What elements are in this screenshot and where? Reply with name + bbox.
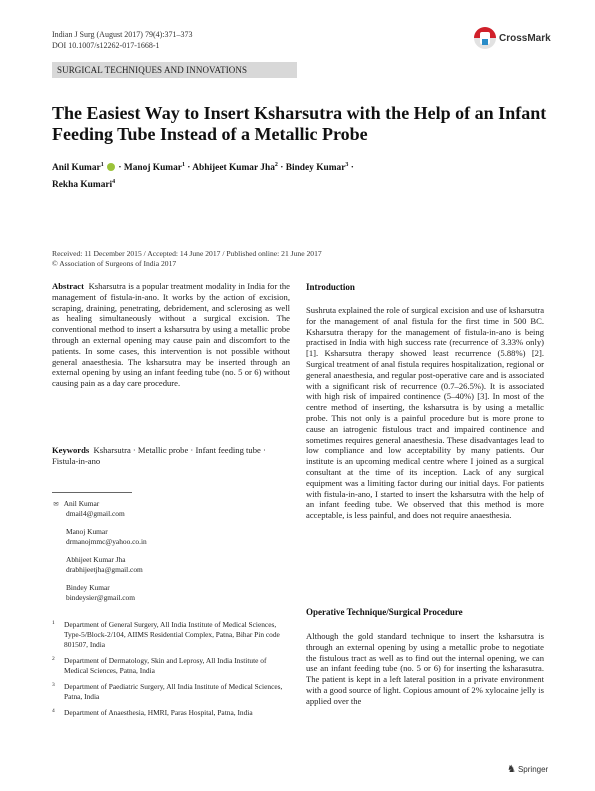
author-affil-ref: 2 (274, 162, 278, 168)
author-name[interactable]: Abhijeet Kumar Jha (192, 163, 275, 174)
crossmark-icon (474, 27, 496, 49)
author-affil-ref: 1 (100, 162, 104, 168)
affiliation-item (52, 682, 292, 702)
author-separator: · (348, 163, 354, 174)
affiliation-text: Department of Paediatric Surgery, All India Institute of Medical Sciences, Patna, India (64, 682, 283, 701)
contact-entry (66, 583, 147, 603)
affiliation-item (52, 620, 292, 650)
crossmark-badge[interactable] (474, 27, 551, 49)
author-name[interactable]: Anil Kumar (52, 163, 101, 174)
author-list (52, 158, 552, 192)
contact-entry (53, 499, 147, 519)
affiliation-list (52, 620, 292, 724)
author-affil-ref: 3 (345, 162, 349, 168)
publisher-name: Springer (517, 765, 549, 774)
keywords-label: Keywords (52, 445, 90, 455)
affiliation-item (52, 708, 292, 718)
contact-email[interactable]: dmail4@gmail.com (66, 509, 125, 518)
contact-name: Manoj Kumar (66, 527, 108, 536)
abstract-label: Abstract (52, 281, 84, 291)
affiliation-number: 2 (52, 656, 55, 662)
section-banner: SURGICAL TECHNIQUES AND INNOVATIONS (52, 62, 297, 78)
affiliation-text: Department of General Surgery, All India Institute of Medical Sciences, Type-5/Block-2/104, AIIMS Residential Complex, Patna, Bihar Pin code 801507, India (64, 620, 280, 649)
contact-email[interactable]: drmanojmmc@yahoo.co.in (66, 537, 147, 546)
journal-citation: Indian J Surg (August 2017) 79(4):371–373 (52, 30, 193, 39)
contact-name: Abhijeet Kumar Jha (66, 555, 126, 564)
author-name[interactable]: Bindey Kumar (285, 163, 346, 174)
author-separator: · (277, 163, 286, 174)
affiliation-number: 3 (52, 682, 55, 688)
introduction-heading: Introduction (306, 282, 355, 292)
author-name[interactable]: Manoj Kumar (123, 163, 182, 174)
contact-name: Anil Kumar (63, 499, 100, 508)
author-name[interactable]: Rekha Kumari (52, 180, 113, 191)
affiliation-text: Department of Dermatology, Skin and Leprosy, All India Institute of Medical Sciences, Patna, India (64, 656, 267, 675)
keywords (52, 445, 290, 467)
orcid-icon[interactable] (107, 163, 115, 171)
author-affil-ref: 4 (112, 179, 116, 186)
operative-heading: Operative Technique/Surgical Procedure (306, 607, 463, 617)
copyright-line: © Association of Surgeons of India 2017 (52, 259, 177, 268)
author-separator: · (184, 163, 193, 174)
affiliation-item (52, 656, 292, 676)
springer-logo[interactable] (507, 764, 548, 775)
affiliation-text: Department of Anaesthesia, HMRI, Paras Hospital, Patna, India (64, 708, 253, 717)
abstract (52, 281, 290, 389)
contact-entry (66, 555, 147, 575)
operative-text: Although the gold standard technique to insert the ksharsutra is through an external opening by using a metallic probe to negotiate the fistulous tract as well as to find out the internal opening, we can use an infant feeding tube (no. 5 or 6) for inserting the ksharasutra. The patient is kept in a left lateral position in a private environment with a good source of light. Copious amount of 2% xylocaine jelly is applied over the (306, 631, 544, 706)
keywords-text: Ksharsutra · Metallic probe · Infant feeding tube · Fistula-in-ano (52, 445, 266, 466)
introduction-text: Sushruta explained the role of surgical excision and use of ksharsutra for the management of anal fistula for the first time in 500 BC. Ksharsutra therapy for the management of fistula-in-ano is being practised in India with high success rate (recurrence of 3.33% only) [1]. Ksharsutra therapy showed least recurrence (5.88%) [2]. Surgical treatment of anal fistula requires hospitalization, regional or general anaesthesia, and regular post-operative care and is associated with a significant risk of recurrence (0.7–26.5%). It is associated with high risk of impaired continence (5–40%) [3]. In most of the centre method of inserting, the ksharsutra is by using a metallic probe. This not only is a painful procedure but is more prone to cause an iatrogenic fistulous tract and impaired continence and sometimes requires general anaesthesia. These disadvantages lead to low compliance and low acceptability by many patients. Our institute is an upcoming medical centre where I joined as a surgical consultant at the time of its inception. Lack of any surgical equipment was a limiting factor during our initial days. For patients with fistula-in-ano, I started to insert the ksharsutra with the help of an infant feeding tube. We observed that this method is more acceptable, is less painful, and does not require anaesthesia. (306, 305, 545, 521)
affiliation-number: 1 (52, 620, 55, 626)
contact-list (52, 499, 147, 603)
footnote-divider (52, 492, 132, 493)
publication-dates: Received: 11 December 2015 / Accepted: 14 June 2017 / Published online: 21 June 2017 (52, 249, 322, 258)
crossmark-label: CrossMark (499, 32, 551, 44)
author-affil-ref: 1 (181, 162, 185, 168)
contact-name: Bindey Kumar (66, 583, 110, 592)
envelope-icon: ✉ (53, 500, 59, 508)
article-title: The Easiest Way to Insert Ksharsutra with the Help of an Infant Feeding Tube Instead of a Metallic Probe (52, 103, 547, 144)
contact-email[interactable]: drabhijeetjha@gmail.com (66, 565, 143, 574)
contact-entry (66, 527, 147, 547)
abstract-text: Ksharsutra is a popular treatment modality in India for the management of fistula-in-ano. It works by the action of excision, scraping, draining, penetrating, debridement, and sclerosing as well as healing simultaneously without a surgical excision. The conventional method to insert a ksharsutra by using a metallic probe through an external opening may cause pain and discomfort to the patients. In some cases, this intervention is not possible without general anaesthesia. The ksharsutra may be inserted through an external opening by using an infant feeding tube (no. 5 or 6) without causing pain as a day care procedure. (52, 281, 291, 389)
contact-email[interactable]: bindeysier@gmail.com (66, 593, 135, 602)
author-separator: · (116, 163, 124, 174)
doi[interactable]: DOI 10.1007/s12262-017-1668-1 (52, 41, 160, 50)
affiliation-number: 4 (52, 708, 55, 714)
springer-horse-icon: ♞ (507, 764, 516, 775)
